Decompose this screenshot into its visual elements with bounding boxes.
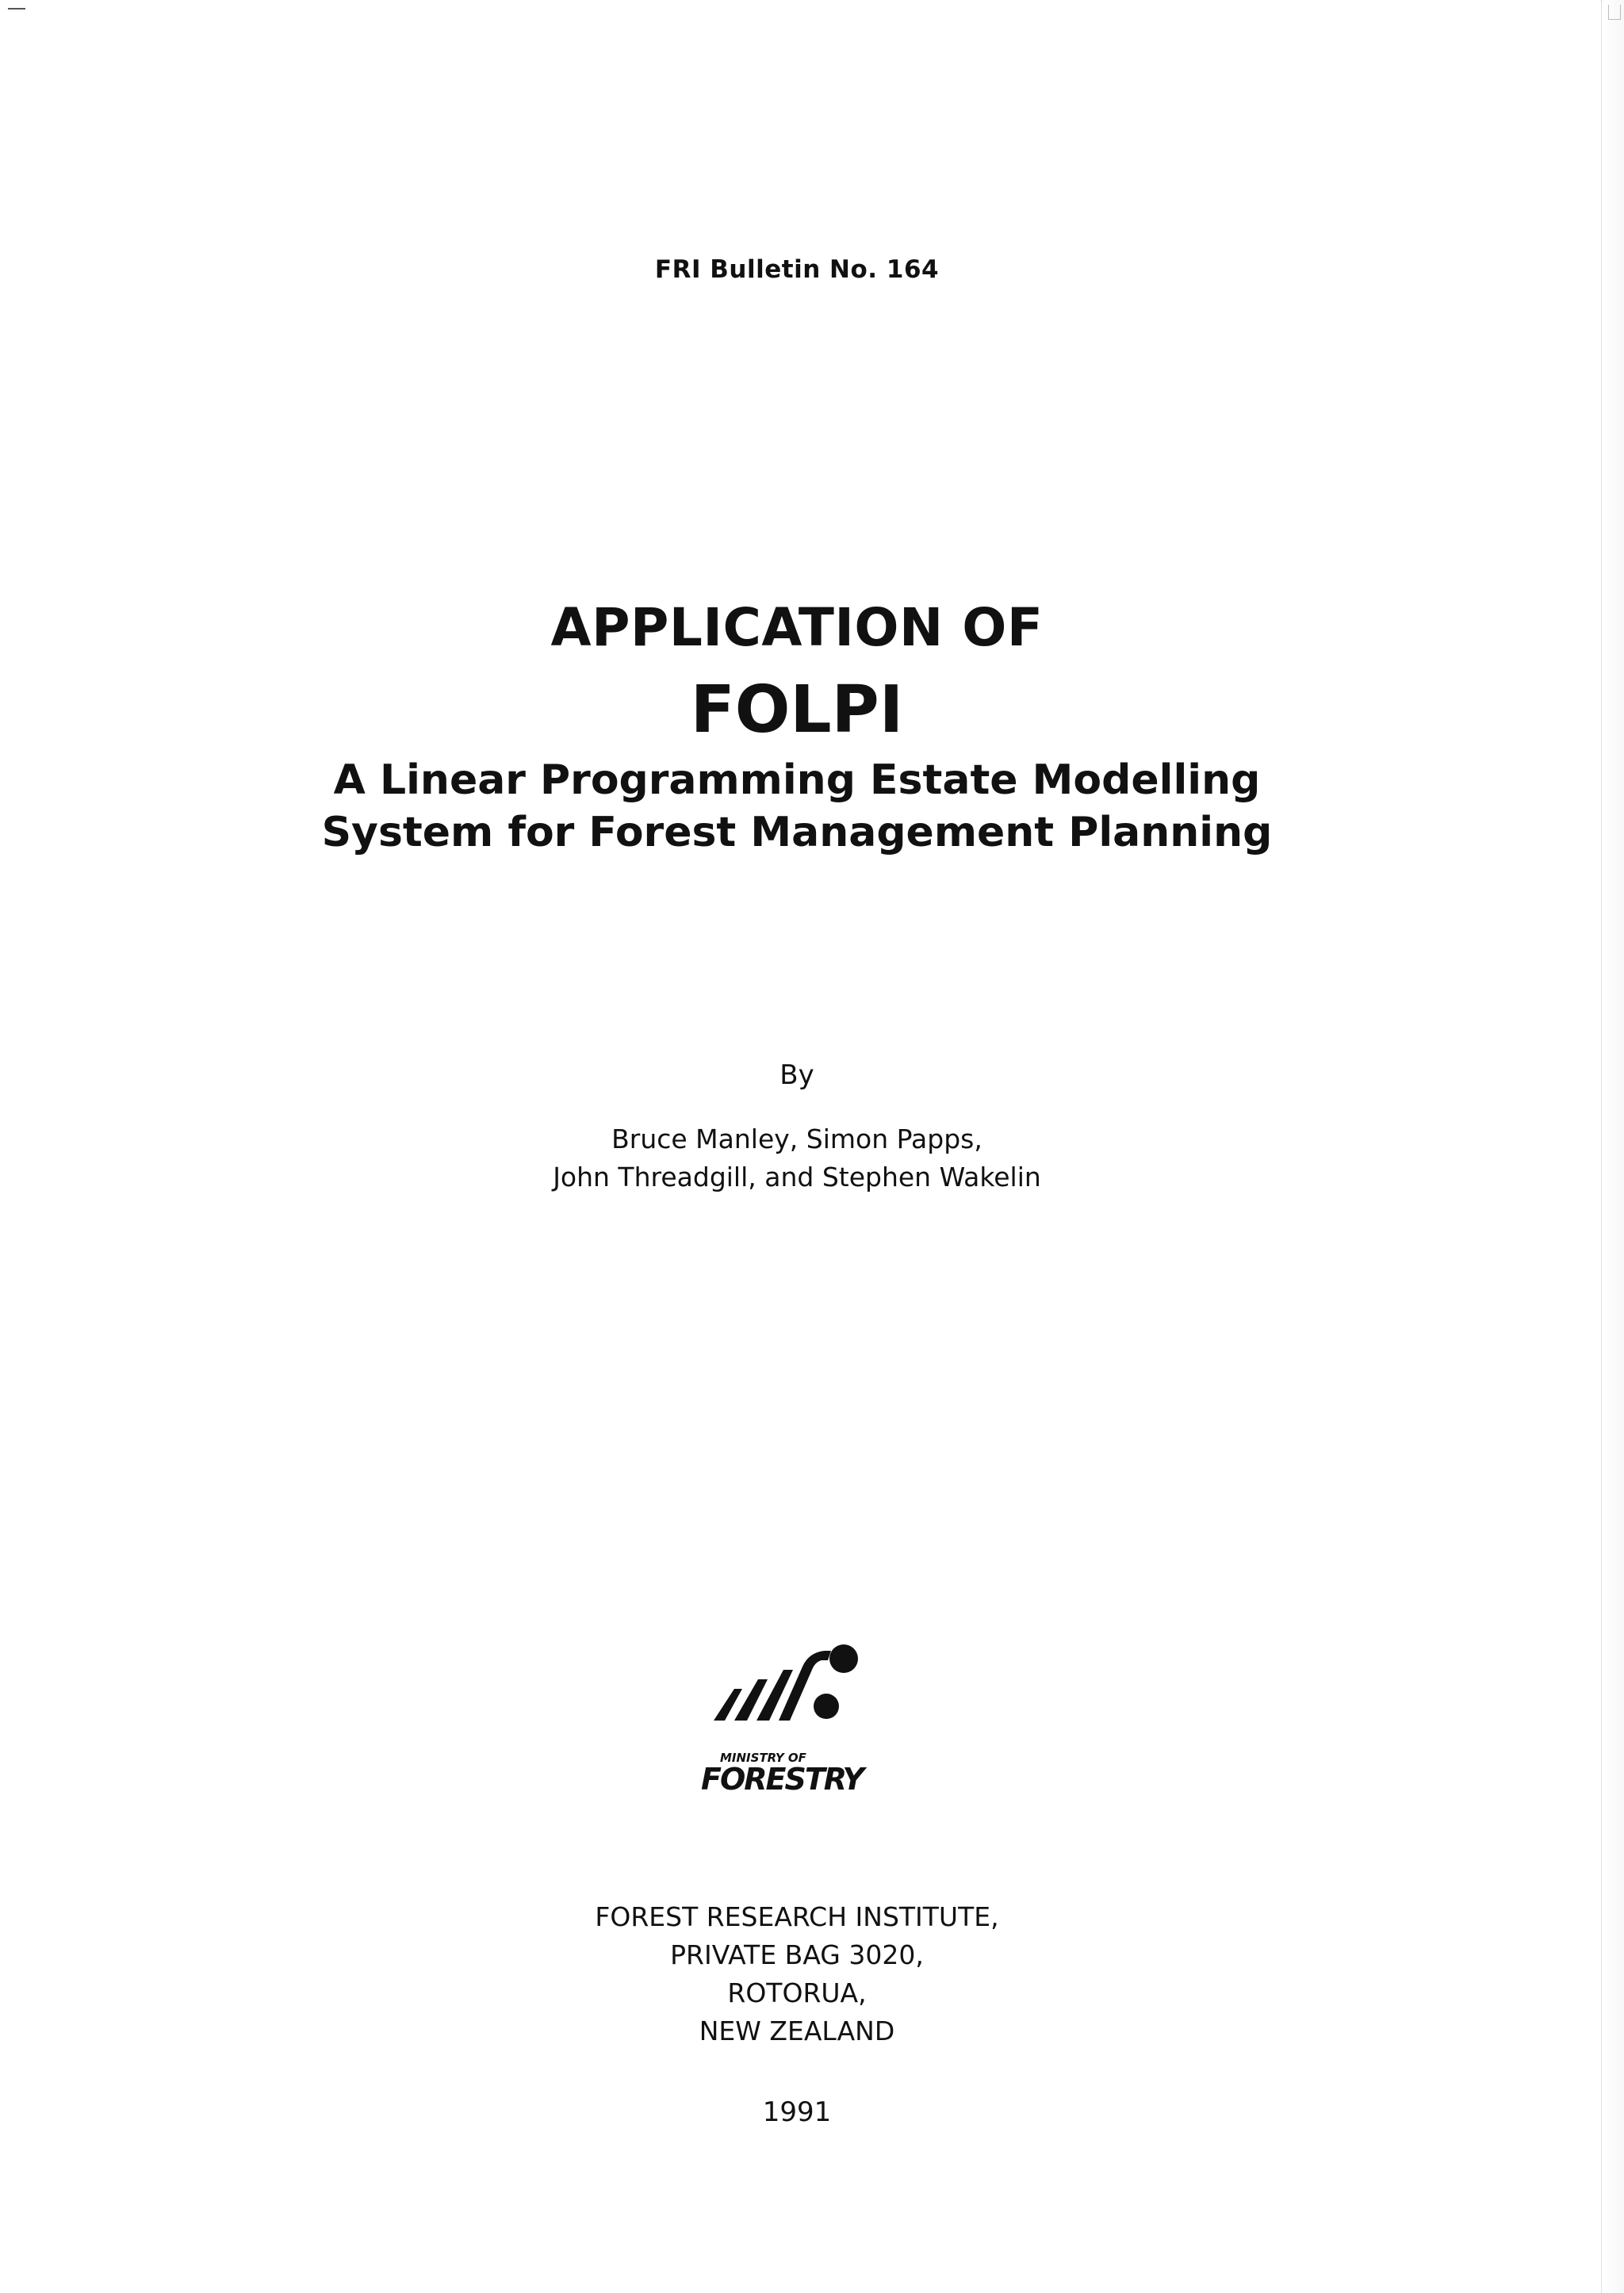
scan-corner-mark xyxy=(8,8,25,10)
logo-forestry-text: FORESTRY xyxy=(701,1762,864,1797)
byline-by: By xyxy=(779,1059,814,1091)
publisher-line-1: FOREST RESEARCH INSTITUTE, xyxy=(595,1901,999,1932)
title-line-2: FOLPI xyxy=(690,672,904,748)
publisher-line-3: ROTORUA, xyxy=(727,1977,867,2008)
subtitle-line-1: A Linear Programming Estate Modelling xyxy=(333,756,1261,804)
logo-dot-top xyxy=(829,1644,858,1673)
authors-line-1: Bruce Manley, Simon Papps, xyxy=(611,1124,982,1154)
bulletin-number: FRI Bulletin No. 164 xyxy=(654,255,940,284)
title-line-1: APPLICATION OF xyxy=(550,597,1044,658)
subtitle-line-2: System for Forest Management Planning xyxy=(321,809,1273,856)
publication-year: 1991 xyxy=(762,2096,832,2128)
scanned-page-edge xyxy=(1601,0,1624,2293)
logo-dot-middle xyxy=(814,1694,839,1719)
publisher-line-2: PRIVATE BAG 3020, xyxy=(670,1939,924,1970)
scan-edge-fold-mark xyxy=(1608,5,1621,20)
logo-ministry-of-text: MINISTRY OF xyxy=(720,1751,806,1765)
publisher-line-4: NEW ZEALAND xyxy=(699,2015,895,2046)
authors-line-2: John Threadgill, and Stephen Wakelin xyxy=(553,1162,1041,1192)
